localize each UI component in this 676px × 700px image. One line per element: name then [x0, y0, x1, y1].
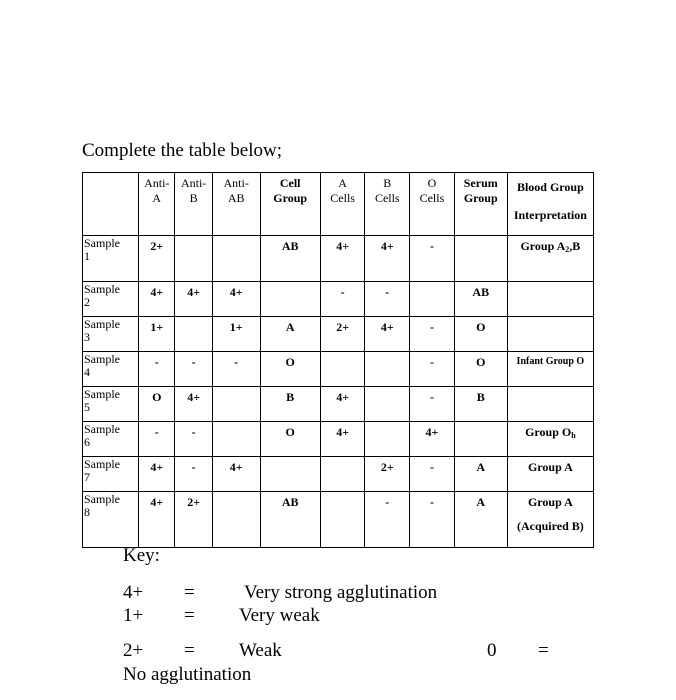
cell-anti-b: -	[175, 352, 212, 387]
cell-anti-a: -	[139, 422, 175, 457]
header-cell-group: Cell Group	[260, 173, 320, 236]
cell-b-cells	[365, 387, 410, 422]
cell-cell-group: O	[260, 422, 320, 457]
cell-interpretation: Group A	[507, 457, 593, 492]
cell-sample: Sample 7	[83, 457, 139, 492]
cell-anti-ab: -	[212, 352, 260, 387]
cell-serum-group: O	[454, 317, 507, 352]
header-a-cells: A Cells	[320, 173, 365, 236]
cell-anti-ab	[212, 387, 260, 422]
cell-sample: Sample 6	[83, 422, 139, 457]
cell-o-cells: -	[410, 492, 455, 548]
header-blood-group-interpretation: Blood Group Interpretation	[507, 173, 593, 236]
cell-serum-group: A	[454, 492, 507, 548]
cell-anti-ab	[212, 492, 260, 548]
cell-serum-group: A	[454, 457, 507, 492]
header-anti-b: Anti- B	[175, 173, 212, 236]
cell-interpretation: Group A (Acquired B)	[507, 492, 593, 548]
blood-group-table	[82, 172, 594, 548]
cell-anti-a: -	[139, 352, 175, 387]
key-meaning-very-strong: Very strong agglutination	[244, 582, 438, 603]
table-row	[83, 282, 594, 317]
header-b-cells: B Cells	[365, 173, 410, 236]
cell-anti-b: 4+	[175, 387, 212, 422]
cell-cell-group	[260, 282, 320, 317]
cell-o-cells: -	[410, 317, 455, 352]
header-serum-group: Serum Group	[454, 173, 507, 236]
header-anti-a: Anti- A	[139, 173, 175, 236]
cell-interpretation: Infant Group O	[507, 352, 593, 387]
cell-cell-group: AB	[260, 236, 320, 282]
cell-o-cells: -	[410, 387, 455, 422]
cell-sample: Sample 2	[83, 282, 139, 317]
key-equals: =	[538, 640, 549, 661]
cell-cell-group	[260, 457, 320, 492]
cell-b-cells	[365, 422, 410, 457]
cell-a-cells	[320, 457, 365, 492]
cell-b-cells: 2+	[365, 457, 410, 492]
cell-serum-group: AB	[454, 282, 507, 317]
cell-a-cells: 4+	[320, 387, 365, 422]
header-o-cells: O Cells	[410, 173, 455, 236]
cell-sample: Sample 5	[83, 387, 139, 422]
cell-anti-a: O	[139, 387, 175, 422]
table-row	[83, 492, 594, 548]
cell-serum-group	[454, 236, 507, 282]
cell-anti-ab: 1+	[212, 317, 260, 352]
table-row	[83, 387, 594, 422]
cell-cell-group: B	[260, 387, 320, 422]
cell-b-cells	[365, 352, 410, 387]
cell-anti-a: 4+	[139, 282, 175, 317]
key-meaning-very-weak: Very weak	[239, 605, 320, 626]
cell-b-cells: 4+	[365, 317, 410, 352]
cell-a-cells: -	[320, 282, 365, 317]
key-equals: =	[184, 582, 195, 603]
cell-anti-ab: 4+	[212, 457, 260, 492]
cell-interpretation: Group $O_h$	[507, 422, 593, 457]
cell-serum-group: B	[454, 387, 507, 422]
key-equals: =	[184, 605, 195, 626]
table-row	[83, 236, 594, 282]
cell-o-cells	[410, 282, 455, 317]
cell-b-cells: 4+	[365, 236, 410, 282]
cell-anti-b	[175, 317, 212, 352]
table-row	[83, 422, 594, 457]
cell-b-cells: -	[365, 492, 410, 548]
cell-interpretation	[507, 282, 593, 317]
cell-anti-a: 2+	[139, 236, 175, 282]
cell-anti-ab: 4+	[212, 282, 260, 317]
cell-sample: Sample 4	[83, 352, 139, 387]
table-row	[83, 317, 594, 352]
cell-a-cells	[320, 352, 365, 387]
cell-anti-ab	[212, 236, 260, 282]
cell-anti-b: 2+	[175, 492, 212, 548]
key-symbol-1plus: 1+	[123, 605, 144, 626]
header-anti-ab: Anti- AB	[212, 173, 260, 236]
key-equals: =	[184, 640, 195, 661]
key-symbol-4plus: 4+	[123, 582, 144, 603]
cell-a-cells: 4+	[320, 422, 365, 457]
page-title: Complete the table below;	[82, 140, 282, 161]
cell-serum-group	[454, 422, 507, 457]
cell-o-cells: -	[410, 236, 455, 282]
cell-sample: Sample 3	[83, 317, 139, 352]
cell-anti-a: 1+	[139, 317, 175, 352]
key-symbol-2plus: 2+	[123, 640, 144, 661]
header-blank	[83, 173, 139, 236]
cell-anti-b: 4+	[175, 282, 212, 317]
cell-interpretation: Group $A_2,B$	[507, 236, 593, 282]
key-symbol-zero: 0	[487, 640, 497, 661]
cell-sample: Sample 1	[83, 236, 139, 282]
cell-interpretation	[507, 387, 593, 422]
table-row	[83, 352, 594, 387]
cell-a-cells	[320, 492, 365, 548]
cell-anti-b	[175, 236, 212, 282]
cell-a-cells: 2+	[320, 317, 365, 352]
key-meaning-no-agglutination: No agglutination	[123, 664, 252, 685]
cell-anti-a: 4+	[139, 492, 175, 548]
cell-interpretation	[507, 317, 593, 352]
cell-anti-ab	[212, 422, 260, 457]
cell-cell-group: O	[260, 352, 320, 387]
cell-o-cells: -	[410, 457, 455, 492]
cell-cell-group: AB	[260, 492, 320, 548]
table-row	[83, 457, 594, 492]
key-label: Key:	[123, 545, 160, 566]
header-row	[83, 173, 594, 236]
key-meaning-weak: Weak	[239, 640, 282, 661]
cell-cell-group: A	[260, 317, 320, 352]
cell-serum-group: O	[454, 352, 507, 387]
cell-o-cells: -	[410, 352, 455, 387]
cell-o-cells: 4+	[410, 422, 455, 457]
cell-sample: Sample 8	[83, 492, 139, 548]
cell-a-cells: 4+	[320, 236, 365, 282]
cell-anti-b: -	[175, 422, 212, 457]
cell-anti-b: -	[175, 457, 212, 492]
cell-b-cells: -	[365, 282, 410, 317]
cell-anti-a: 4+	[139, 457, 175, 492]
